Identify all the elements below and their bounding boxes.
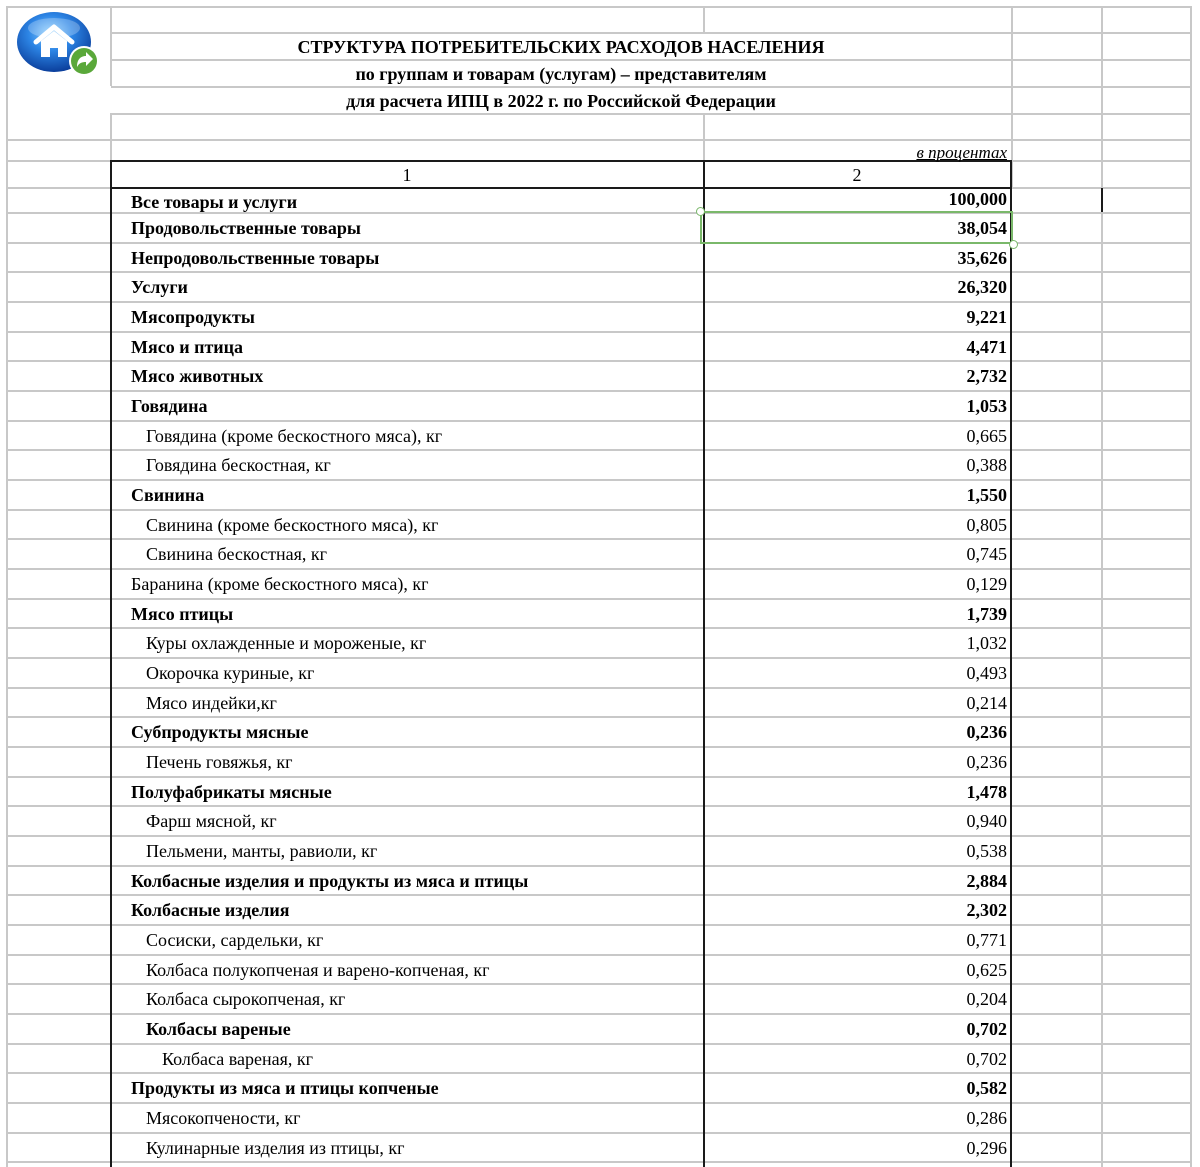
row-value[interactable]: 0,236	[966, 722, 1007, 742]
table-row[interactable]	[111, 866, 1011, 896]
row-value[interactable]: 0,771	[966, 930, 1007, 950]
row-value[interactable]: 0,129	[966, 574, 1007, 594]
row-value[interactable]: 0,702	[966, 1049, 1007, 1069]
row-value[interactable]: 4,471	[966, 337, 1007, 357]
row-value[interactable]: 38,054	[957, 218, 1007, 238]
table-row[interactable]	[111, 925, 1011, 955]
row-label[interactable]: Фарш мясной, кг	[146, 811, 277, 831]
row-label[interactable]: Мясо животных	[131, 366, 264, 386]
row-label[interactable]: Услуги	[131, 277, 188, 297]
row-value[interactable]: 1,053	[966, 396, 1007, 416]
table-row[interactable]	[111, 628, 1011, 658]
row-label[interactable]: Продукты из мяса и птицы копченые	[131, 1078, 439, 1098]
table-row[interactable]	[111, 836, 1011, 866]
row-label[interactable]: Мясо птицы	[131, 604, 234, 624]
row-label[interactable]: Кулинарные изделия из птицы, кг	[146, 1138, 405, 1158]
row-value[interactable]: 1,032	[966, 633, 1007, 653]
row-value[interactable]: 26,320	[957, 277, 1007, 297]
table-row[interactable]	[111, 688, 1011, 718]
table-row[interactable]	[111, 747, 1011, 777]
table-row[interactable]	[111, 955, 1011, 985]
row-label[interactable]: Субпродукты мясные	[131, 722, 309, 742]
row-label[interactable]: Свинина (кроме бескостного мяса), кг	[146, 515, 439, 535]
table-row[interactable]	[111, 272, 1011, 302]
table-row[interactable]	[111, 302, 1011, 332]
table-row[interactable]	[111, 599, 1011, 629]
row-label[interactable]: Колбасные изделия и продукты из мяса и птицы	[131, 871, 529, 891]
table-row[interactable]	[111, 658, 1011, 688]
table-row[interactable]	[111, 1133, 1011, 1163]
table-row[interactable]	[111, 1044, 1011, 1074]
table-row[interactable]	[111, 450, 1011, 480]
row-value[interactable]: 1,739	[966, 604, 1007, 624]
table-row[interactable]	[111, 1014, 1011, 1044]
row-label[interactable]: Окорочка куриные, кг	[146, 663, 315, 683]
row-value[interactable]: 0,214	[966, 693, 1007, 713]
row-value[interactable]: 0,296	[966, 1138, 1007, 1158]
row-label[interactable]: Мясопродукты	[131, 307, 255, 327]
row-label[interactable]: Свинина	[131, 485, 205, 505]
table-row[interactable]	[111, 539, 1011, 569]
row-value[interactable]: 0,388	[966, 455, 1007, 475]
selected-cell[interactable]	[700, 211, 1013, 244]
arrow-forward-icon	[69, 46, 99, 76]
row-label[interactable]: Колбасные изделия	[131, 900, 290, 920]
row-value[interactable]: 0,805	[966, 515, 1007, 535]
row-value[interactable]: 0,582	[966, 1078, 1007, 1098]
unit-note: в процентах	[916, 143, 1007, 162]
row-value[interactable]: 0,236	[966, 752, 1007, 772]
report-title-line-3: для расчета ИПЦ в 2022 г. по Российской Федерации	[346, 91, 776, 111]
row-value[interactable]: 0,745	[966, 544, 1007, 564]
row-label[interactable]: Колбаса сырокопченая, кг	[146, 989, 346, 1009]
selection-handle-top-left[interactable]	[696, 207, 705, 216]
row-label[interactable]: Непродовольственные товары	[131, 248, 380, 268]
row-value[interactable]: 1,550	[966, 485, 1007, 505]
row-label[interactable]: Баранина (кроме бескостного мяса), кг	[131, 574, 429, 594]
report-title-line-1: СТРУКТУРА ПОТРЕБИТЕЛЬСКИХ РАСХОДОВ НАСЕЛЕНИЯ	[297, 37, 825, 57]
row-label[interactable]: Сосиски, сардельки, кг	[146, 930, 324, 950]
table-row[interactable]	[111, 1073, 1011, 1103]
row-label[interactable]: Свинина бескостная, кг	[146, 544, 328, 564]
column-header-2[interactable]: 2	[852, 165, 862, 185]
row-value[interactable]: 0,625	[966, 960, 1007, 980]
row-value[interactable]: 2,884	[966, 871, 1007, 891]
table-row[interactable]	[111, 806, 1011, 836]
row-label[interactable]: Полуфабрикаты мясные	[131, 782, 332, 802]
table-row[interactable]	[111, 569, 1011, 599]
row-label[interactable]: Мясокопчености, кг	[146, 1108, 301, 1128]
row-value[interactable]: 0,204	[966, 989, 1007, 1009]
row-value[interactable]: 0,286	[966, 1108, 1007, 1128]
row-label[interactable]: Колбасы вареные	[146, 1019, 291, 1039]
home-icon	[16, 12, 100, 78]
row-label[interactable]: Колбаса полукопченая и варено-копченая, кг	[146, 960, 490, 980]
row-label[interactable]: Все товары и услуги	[131, 192, 298, 212]
row-value[interactable]: 2,732	[966, 366, 1007, 386]
table-row[interactable]	[111, 1103, 1011, 1133]
row-label[interactable]: Куры охлажденные и мороженые, кг	[146, 633, 427, 653]
table-row[interactable]	[111, 777, 1011, 807]
table-row[interactable]	[111, 480, 1011, 510]
row-label[interactable]: Говядина бескостная, кг	[146, 455, 331, 475]
row-label[interactable]: Колбаса вареная, кг	[162, 1049, 313, 1069]
table-row[interactable]	[111, 332, 1011, 362]
table-row[interactable]	[111, 895, 1011, 925]
row-label[interactable]: Мясо и птица	[131, 337, 244, 357]
row-label[interactable]: Мясо индейки,кг	[146, 693, 277, 713]
table-row[interactable]	[111, 391, 1011, 421]
table-row[interactable]	[111, 717, 1011, 747]
row-value[interactable]: 0,665	[966, 426, 1007, 446]
row-label[interactable]: Пельмени, манты, равиоли, кг	[146, 841, 378, 861]
row-label[interactable]: Говядина	[131, 396, 208, 416]
row-value[interactable]: 100,000	[948, 189, 1007, 209]
row-value[interactable]: 0,702	[966, 1019, 1007, 1039]
row-value[interactable]: 1,478	[966, 782, 1007, 802]
home-button[interactable]	[16, 12, 100, 78]
table-row[interactable]	[111, 510, 1011, 540]
row-value[interactable]: 0,538	[966, 841, 1007, 861]
row-label[interactable]: Говядина (кроме бескостного мяса), кг	[146, 426, 443, 446]
table-row[interactable]	[111, 186, 1011, 212]
row-value[interactable]: 35,626	[957, 248, 1007, 268]
table-row[interactable]	[111, 361, 1011, 391]
row-value[interactable]: 2,302	[966, 900, 1007, 920]
row-value[interactable]: 0,940	[966, 811, 1007, 831]
table-row[interactable]	[111, 243, 1011, 273]
column-header-1[interactable]: 1	[402, 165, 412, 185]
table-row[interactable]	[111, 984, 1011, 1014]
row-label[interactable]: Печень говяжья, кг	[146, 752, 293, 772]
report-title-line-2: по группам и товарам (услугам) – представителям	[355, 64, 767, 84]
row-value[interactable]: 0,493	[966, 663, 1007, 683]
selection-handle-bottom-right[interactable]	[1009, 240, 1018, 249]
row-label[interactable]: Продовольственные товары	[131, 218, 361, 238]
table-row[interactable]	[111, 421, 1011, 451]
row-value[interactable]: 9,221	[966, 307, 1007, 327]
